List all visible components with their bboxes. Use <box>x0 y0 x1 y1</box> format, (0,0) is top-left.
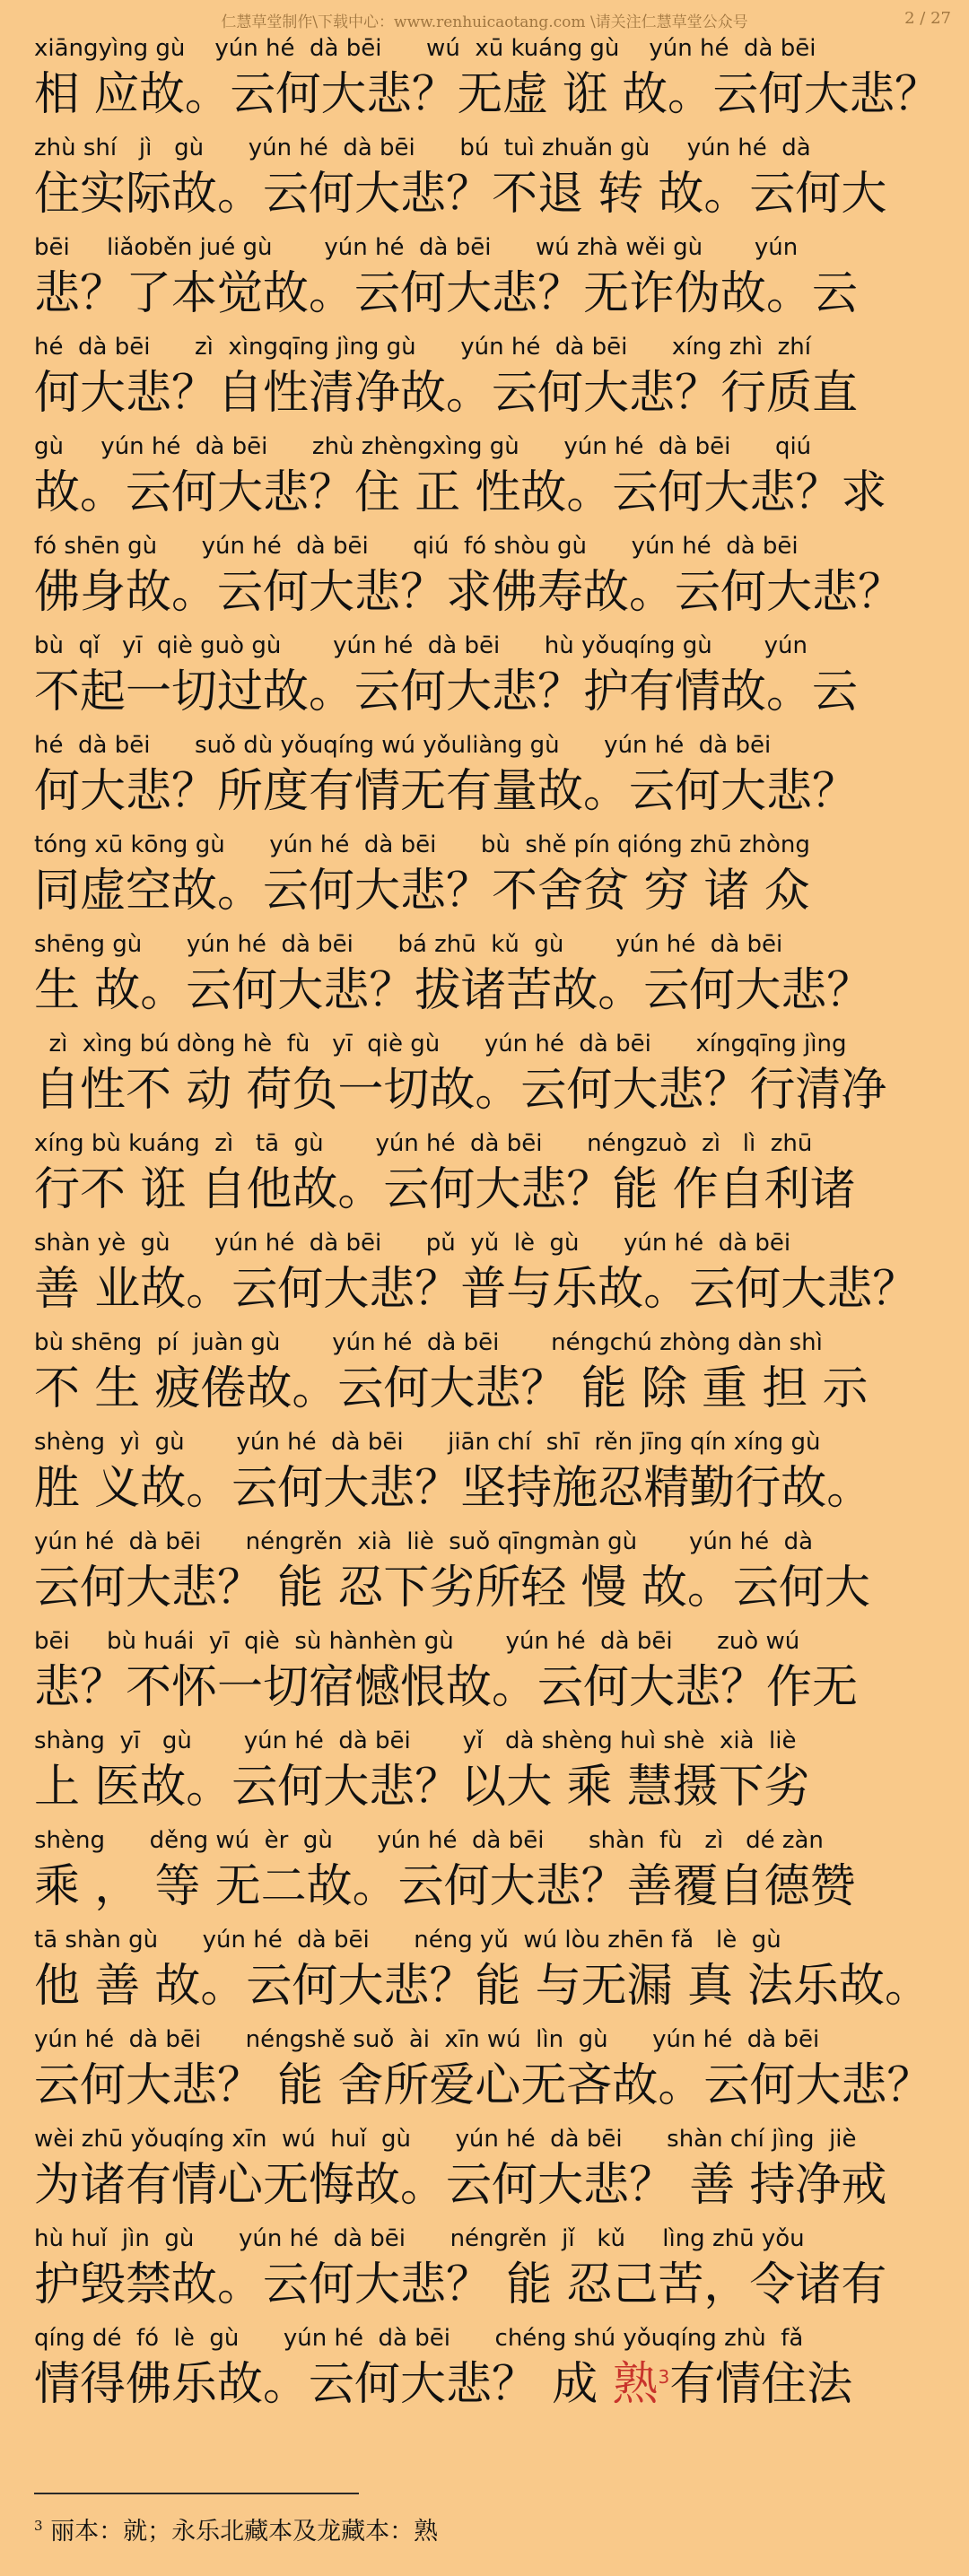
pinyin-line: shèng děng wú èr gù yún hé dà bēi shàn fù zì dé zàn <box>34 1827 824 1854</box>
text-line <box>34 831 940 930</box>
footnote-text: 丽本：就；永乐北藏本及龙藏本：熟 <box>42 2518 439 2546</box>
pinyin-line: xiāngyìng gù yún hé dà bēi wú xū kuáng gù yún hé dà bēi <box>34 35 816 62</box>
pinyin-line: hù huǐ jìn gù yún hé dà bēi néngrěn jǐ kǔ lìng zhū yǒu <box>34 2225 805 2252</box>
text-line <box>34 631 940 731</box>
text-line <box>34 1527 940 1627</box>
hanzi-line: 云何大悲？ 能 舍所爱心无吝故。云何大悲？ <box>34 2059 933 2112</box>
hanzi-line: 故。云何大悲？住 正 性故。云何大悲？求 <box>34 466 887 519</box>
hanzi-line: 生 故。云何大悲？拔诸苦故。云何大悲？ <box>34 964 873 1017</box>
hanzi-line: 行不 诳 自他故。云何大悲？能 作自利诸 <box>34 1163 856 1216</box>
hanzi-line: 佛身故。云何大悲？求佛寿故。云何大悲？ <box>34 566 904 619</box>
hanzi-line: 云何大悲？ 能 忍下劣所轻 慢 故。云何大 <box>34 1562 870 1614</box>
pinyin-line: fó shēn gù yún hé dà bēi qiú fó shòu gù yún hé dà bēi <box>34 533 799 560</box>
text-line <box>34 34 940 134</box>
pinyin-line: bēi bù huái yī qiè sù hànhèn gù yún hé dà bēi zuò wú <box>34 1628 800 1655</box>
pinyin-line: wèi zhū yǒuqíng xīn wú huǐ gù yún hé dà bēi shàn chí jìng jiè <box>34 2126 857 2153</box>
pinyin-line: zì xìng bú dòng hè fù yī qiè gù yún hé dà bēi xíngqīng jìng <box>34 1031 847 1057</box>
pinyin-line: shàn yè gù yún hé dà bēi pǔ yǔ lè gù yún hé dà bēi <box>34 1230 791 1257</box>
hanzi-line: 何大悲？自性清净故。云何大悲？行质直 <box>34 367 859 420</box>
pinyin-line: shēng gù yún hé dà bēi bá zhū kǔ gù yún hé dà bēi <box>34 931 783 958</box>
text-line <box>34 1826 940 1926</box>
footnote-divider <box>34 2493 359 2494</box>
text-line <box>34 233 940 333</box>
footnote <box>34 2511 438 2546</box>
text-line <box>34 333 940 432</box>
text-line <box>34 432 940 532</box>
text-line <box>34 1926 940 2025</box>
footnote-reference: 3 <box>658 2366 670 2388</box>
text-line <box>34 1727 940 1826</box>
page-header <box>0 0 969 36</box>
pinyin-line: zhù shí jì gù yún hé dà bēi bú tuì zhuǎn gù yún hé dà <box>34 135 811 161</box>
pinyin-line: shèng yì gù yún hé dà bēi jiān chí shī rěn jīng qín xíng gù <box>34 1429 821 1456</box>
hanzi-line: 乘 ， 等 无二故。云何大悲？善覆自德赞 <box>34 1860 856 1913</box>
header-title: 仁慧草堂制作\下载中心：www.renhuicaotang.com \请关注仁慧草堂公众号 <box>221 13 748 31</box>
text-line <box>34 1129 940 1229</box>
text-line <box>34 532 940 631</box>
hanzi-line: 护毁禁故。云何大悲？ 能 忍己苦，令诸有 <box>34 2258 887 2311</box>
pinyin-line: hé dà bēi zì xìngqīng jìng gù yún hé dà bēi xíng zhì zhí <box>34 334 811 361</box>
hanzi-line: 善 业故。云何大悲？普与乐故。云何大悲？ <box>34 1263 919 1316</box>
pinyin-line: shàng yī gù yún hé dà bēi yǐ dà shèng huì shè xià liè <box>34 1727 797 1754</box>
pinyin-line: yún hé dà bēi néngrěn xià liè suǒ qīngmàn gù yún hé dà <box>34 1528 814 1555</box>
variant-character: 熟 <box>612 2358 659 2411</box>
hanzi-text: 情得佛乐故。云何大悲？ 成 <box>34 2358 613 2411</box>
pinyin-line: bēi liǎoběn jué gù yún hé dà bēi wú zhà wěi gù yún <box>34 234 799 261</box>
hanzi-line: 住实际故。云何大悲？不退 转 故。云何大 <box>34 168 887 221</box>
text-line <box>34 930 940 1030</box>
hanzi-line: 不 生 疲倦故。云何大悲？ 能 除 重 担 示 <box>34 1362 869 1415</box>
hanzi-line: 自性不 动 荷负一切故。云何大悲？行清净 <box>34 1064 887 1117</box>
hanzi-line: 何大悲？所度有情无有量故。云何大悲？ <box>34 765 859 818</box>
hanzi-line: 不起一切过故。云何大悲？护有情故。云 <box>34 666 859 718</box>
text-line <box>34 2025 940 2125</box>
hanzi-text: 有情住法 <box>669 2358 853 2411</box>
text-line <box>34 731 940 831</box>
text-line <box>34 2224 940 2324</box>
hanzi-line: 悲？不怀一切宿憾恨故。云何大悲？作无 <box>34 1661 859 1714</box>
text-line <box>34 2324 940 2424</box>
pinyin-line: hé dà bēi suǒ dù yǒuqíng wú yǒuliàng gù yún hé dà bēi <box>34 732 772 759</box>
text-line <box>34 2125 940 2224</box>
page-number: 2 / 27 <box>904 9 951 28</box>
hanzi-line: 同虚空故。云何大悲？不舍贫 穷 诸 众 <box>34 865 810 918</box>
hanzi-line: 为诸有情心无悔故。云何大悲？ 善 持净戒 <box>34 2159 887 2212</box>
hanzi-line: 上 医故。云何大悲？以大 乘 慧摄下劣 <box>34 1761 810 1814</box>
pinyin-line: xíng bù kuáng zì tā gù yún hé dà bēi néngzuò zì lì zhū <box>34 1130 813 1157</box>
footnote-number: 3 <box>34 2518 43 2534</box>
pinyin-line: bù shēng pí juàn gù yún hé dà bēi néngchú zhòng dàn shì <box>34 1329 823 1356</box>
hanzi-line: 胜 义故。云何大悲？坚持施忍精勤行故。 <box>34 1462 873 1515</box>
hanzi-line: 相 应故。云何大悲？无虚 诳 故。云何大悲？ <box>34 68 940 121</box>
hanzi-line: 他 善 故。云何大悲？能 与无漏 真 法乐故。 <box>34 1960 931 2013</box>
pinyin-line: tā shàn gù yún hé dà bēi néng yǔ wú lòu zhēn fǎ lè gù <box>34 1927 781 1954</box>
pinyin-line: qíng dé fó lè gù yún hé dà bēi chéng shú yǒuqíng zhù fǎ <box>34 2325 804 2352</box>
text-line <box>34 1030 940 1129</box>
pinyin-line: gù yún hé dà bēi zhù zhèngxìng gù yún hé dà bēi qiú <box>34 433 812 460</box>
pinyin-line: tóng xū kōng gù yún hé dà bēi bù shě pín qióng zhū zhòng <box>34 831 810 858</box>
text-line <box>34 1627 940 1727</box>
hanzi-line <box>34 2356 852 2414</box>
text-line <box>34 1428 940 1527</box>
text-line <box>34 1229 940 1328</box>
text-line <box>34 134 940 233</box>
pinyin-line: yún hé dà bēi néngshě suǒ ài xīn wú lìn gù yún hé dà bēi <box>34 2026 820 2053</box>
text-line <box>34 1328 940 1428</box>
hanzi-line: 悲？了本觉故。云何大悲？无诈伪故。云 <box>34 267 859 320</box>
pinyin-line: bù qǐ yī qiè guò gù yún hé dà bēi hù yǒuqíng gù yún <box>34 632 808 659</box>
